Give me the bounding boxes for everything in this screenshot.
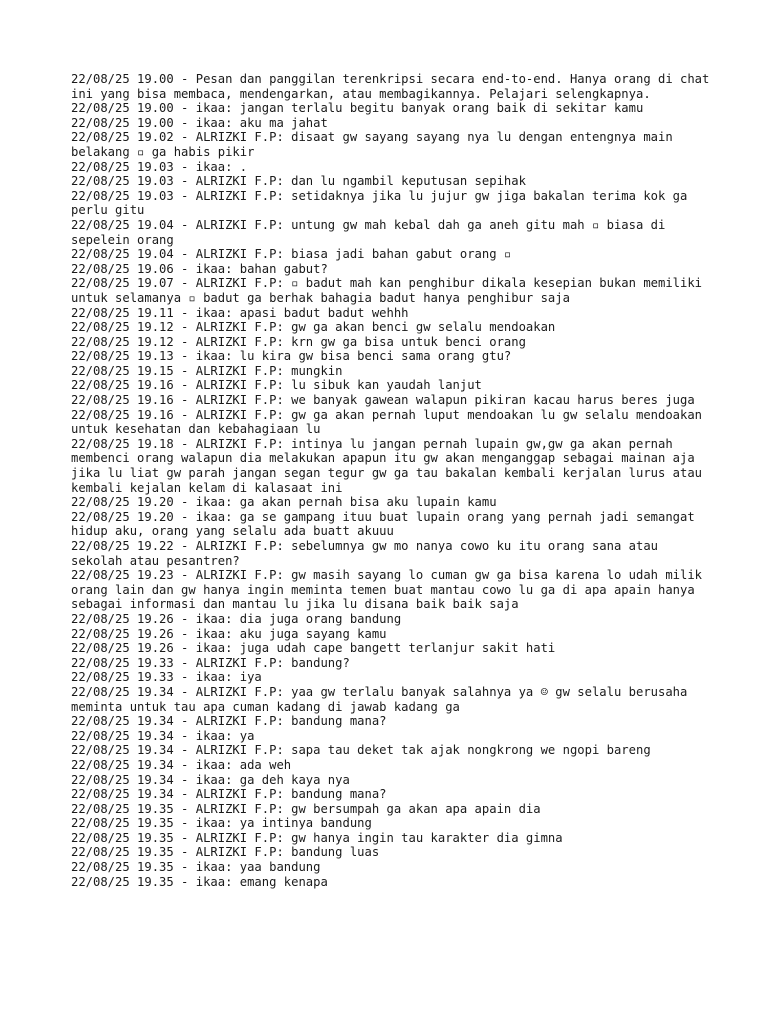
chat-message: 22/08/25 19.34 - ALRIZKI F.P: bandung mana? [71, 787, 387, 802]
chat-message: 22/08/25 19.35 - ikaa: ya intinya bandung [71, 816, 372, 831]
chat-message: 22/08/25 19.00 - ikaa: aku ma jahat [71, 115, 328, 130]
chat-message: 22/08/25 19.12 - ALRIZKI F.P: krn gw ga bisa untuk benci orang [71, 334, 526, 349]
chat-message: 22/08/25 19.35 - ALRIZKI F.P: gw hanya ingin tau karakter dia gimna [71, 830, 563, 845]
chat-message: 22/08/25 19.16 - ALRIZKI F.P: lu sibuk kan yaudah lanjut [71, 378, 482, 393]
chat-message: 22/08/25 19.35 - ALRIZKI F.P: gw bersumpah ga akan apa apain dia [71, 801, 541, 816]
chat-message: 22/08/25 19.15 - ALRIZKI F.P: mungkin [71, 363, 343, 378]
chat-message: 22/08/25 19.34 - ALRIZKI F.P: bandung mana? [71, 714, 387, 729]
chat-message: 22/08/25 19.34 - ikaa: ga deh kaya nya [71, 772, 350, 787]
chat-message: 22/08/25 19.35 - ikaa: emang kenapa [71, 874, 328, 889]
chat-message: 22/08/25 19.22 - ALRIZKI F.P: sebelumnya gw mo nanya cowo ku itu orang sana atau sekolah atau pesantren? [71, 539, 666, 568]
chat-message: 22/08/25 19.06 - ikaa: bahan gabut? [71, 261, 328, 276]
chat-message: 22/08/25 19.18 - ALRIZKI F.P: intinya lu jangan pernah lupain gw,gw ga akan pernah membenci orang walapun dia melakukan apapun itu gw akan menganggap sebagai mainan aja jika lu liat gw parah jangan segan tegur gw ga tau bakalan kembali kerjalan lurus atau kembali kejalan kelam di kalasaat ini [71, 436, 710, 495]
chat-message: 22/08/25 19.12 - ALRIZKI F.P: gw ga akan benci gw selalu mendoakan [71, 320, 556, 335]
chat-message: 22/08/25 19.16 - ALRIZKI F.P: we banyak gawean walapun pikiran kacau harus beres juga [71, 393, 695, 408]
chat-message: 22/08/25 19.26 - ikaa: juga udah cape bangett terlanjur sakit hati [71, 641, 556, 656]
chat-message: 22/08/25 19.03 - ALRIZKI F.P: dan lu ngambil keputusan sepihak [71, 174, 526, 189]
chat-message: 22/08/25 19.03 - ALRIZKI F.P: setidaknya jika lu jujur gw jiga bakalan terima kok ga perlu gitu [71, 188, 695, 218]
chat-transcript [71, 72, 717, 889]
chat-message: 22/08/25 19.02 - ALRIZKI F.P: disaat gw sayang sayang nya lu dengan entengnya main belakang ▫ ga habis pikir [71, 130, 681, 159]
chat-message: 22/08/25 19.00 - Pesan dan panggilan terenkripsi secara end-to-end. Hanya orang di chat ini yang bisa membaca, mendengarkan, atau membagikannya. Pelajari selengkapnya. [71, 72, 717, 101]
chat-message: 22/08/25 19.16 - ALRIZKI F.P: gw ga akan pernah luput mendoakan lu gw selalu mendoakan untuk kesehatan dan kebahagiaan lu [71, 407, 710, 437]
chat-message: 22/08/25 19.11 - ikaa: apasi badut badut wehhh [71, 305, 409, 320]
chat-message: 22/08/25 19.07 - ALRIZKI F.P: ▫ badut mah kan penghibur dikala kesepian bukan memiliki untuk selamanya ▫ badut ga berhak bahagia badut hanya penghibur saja [71, 276, 710, 305]
chat-message: 22/08/25 19.20 - ikaa: ga akan pernah bisa aku lupain kamu [71, 495, 497, 510]
chat-message: 22/08/25 19.23 - ALRIZKI F.P: gw masih sayang lo cuman gw ga bisa karena lo udah milik orang lain dan gw hanya ingin meminta temen buat mantau cowo lu ga di apa apain hanya sebagai informasi dan mantau lu jika lu disana baik baik saja [71, 568, 710, 612]
chat-message: 22/08/25 19.35 - ikaa: yaa bandung [71, 860, 321, 875]
chat-message: 22/08/25 19.20 - ikaa: ga se gampang ituu buat lupain orang yang pernah jadi semangat hidup aku, orang yang selalu ada buatt akuuu [71, 509, 703, 539]
chat-message: 22/08/25 19.04 - ALRIZKI F.P: untung gw mah kebal dah ga aneh gitu mah ▫ biasa di sepelein orang [71, 217, 673, 247]
chat-message: 22/08/25 19.34 - ALRIZKI F.P: sapa tau deket tak ajak nongkrong we ngopi bareng [71, 743, 651, 758]
chat-message: 22/08/25 19.03 - ikaa: . [71, 159, 248, 174]
chat-message: 22/08/25 19.34 - ALRIZKI F.P: yaa gw terlalu banyak salahnya ya ☺ gw selalu berusaha meminta untuk tau apa cuman kadang di jawab kadang ga [71, 684, 695, 714]
chat-message: 22/08/25 19.34 - ikaa: ada weh [71, 757, 292, 772]
chat-message: 22/08/25 19.34 - ikaa: ya [71, 728, 255, 743]
chat-message: 22/08/25 19.13 - ikaa: lu kira gw bisa benci sama orang gtu? [71, 349, 512, 364]
chat-message: 22/08/25 19.00 - ikaa: jangan terlalu begitu banyak orang baik di sekitar kamu [71, 101, 644, 116]
chat-message: 22/08/25 19.04 - ALRIZKI F.P: biasa jadi bahan gabut orang ▫ [71, 247, 512, 262]
chat-message: 22/08/25 19.26 - ikaa: dia juga orang bandung [71, 611, 402, 626]
chat-message: 22/08/25 19.33 - ikaa: iya [71, 670, 262, 685]
chat-message: 22/08/25 19.33 - ALRIZKI F.P: bandung? [71, 655, 350, 670]
chat-message: 22/08/25 19.26 - ikaa: aku juga sayang kamu [71, 626, 387, 641]
chat-message: 22/08/25 19.35 - ALRIZKI F.P: bandung luas [71, 845, 380, 860]
